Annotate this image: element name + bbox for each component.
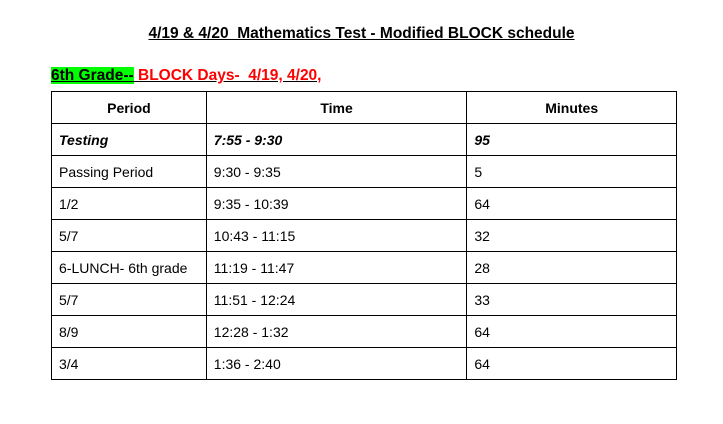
time-cell: 9:35 - 10:39 [206,188,467,220]
table-row [52,252,677,284]
minutes-cell: 64 [467,348,677,380]
header-time: Time [206,92,467,124]
period-cell: 5/7 [52,284,207,316]
header-minutes: Minutes [467,92,677,124]
table-row [52,188,677,220]
time-cell: 7:55 - 9:30 [206,124,467,156]
table-row [52,220,677,252]
period-cell: 6-LUNCH- 6th grade [52,252,207,284]
period-cell: Passing Period [52,156,207,188]
period-cell: Testing [52,124,207,156]
table-row [52,124,677,156]
table-row [52,156,677,188]
block-days-label: BLOCK Days- 4/19, 4/20, [133,67,322,84]
page-title: 4/19 & 4/20 Mathematics Test - Modified BLOCK schedule [148,25,575,42]
grade-subtitle [51,67,322,85]
time-cell: 1:36 - 2:40 [206,348,467,380]
header-period: Period [52,92,207,124]
time-cell: 11:19 - 11:47 [206,252,467,284]
period-cell: 5/7 [52,220,207,252]
table-row [52,316,677,348]
time-cell: 12:28 - 1:32 [206,316,467,348]
time-cell: 11:51 - 12:24 [206,284,467,316]
grade-label: 6th Grade-- [51,67,134,84]
minutes-cell: 5 [467,156,677,188]
minutes-cell: 33 [467,284,677,316]
minutes-cell: 32 [467,220,677,252]
minutes-cell: 95 [467,124,677,156]
period-cell: 1/2 [52,188,207,220]
time-cell: 9:30 - 9:35 [206,156,467,188]
period-cell: 3/4 [52,348,207,380]
table-row [52,348,677,380]
minutes-cell: 64 [467,188,677,220]
time-cell: 10:43 - 11:15 [206,220,467,252]
minutes-cell: 64 [467,316,677,348]
table-header-row [52,92,677,124]
minutes-cell: 28 [467,252,677,284]
period-cell: 8/9 [52,316,207,348]
table-row [52,284,677,316]
schedule-table [51,91,677,380]
